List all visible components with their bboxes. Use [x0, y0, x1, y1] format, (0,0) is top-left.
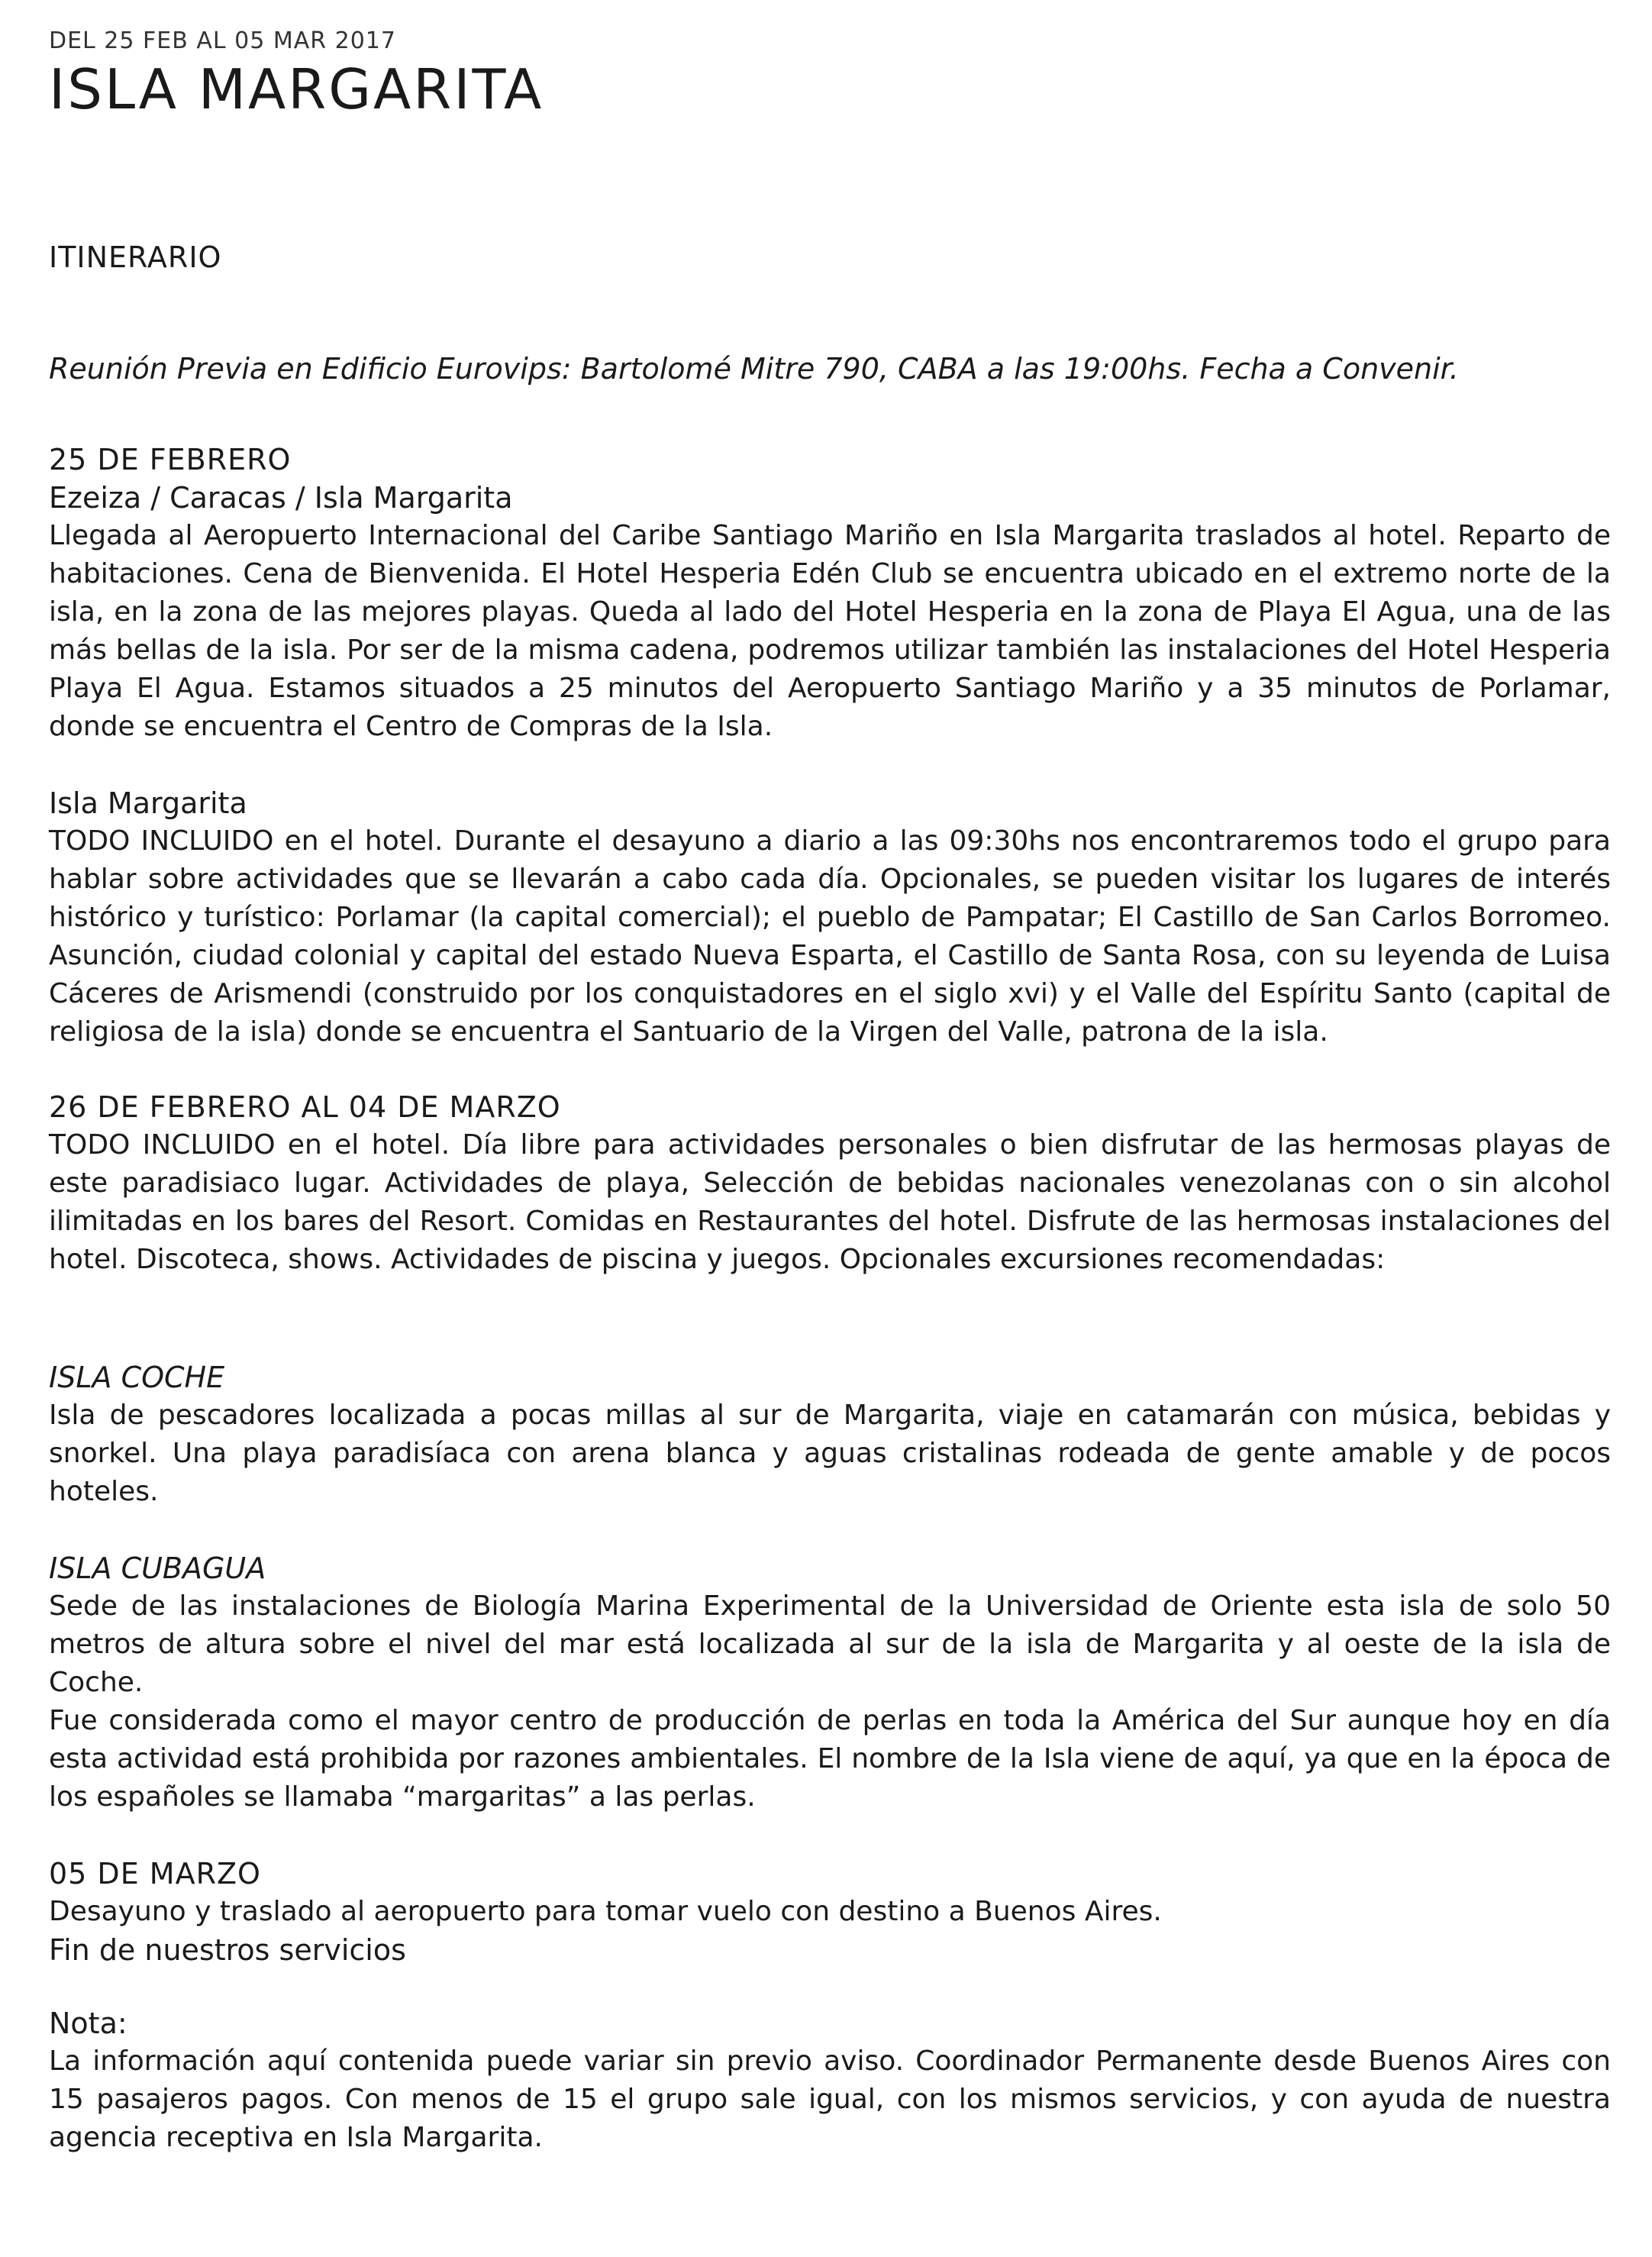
excursion-description: Isla de pescadores localizada a pocas millas al sur de Margarita, viaje en catamarán con música, bebidas y snorkel. Una playa paradisíaca con arena blanca y aguas cristalinas rodeada de gente amable y de pocos hoteles.	[49, 1400, 1611, 1508]
day-route: Ezeiza / Caracas / Isla Margarita	[49, 481, 513, 515]
note-text: La información aquí contenida puede variar sin previo aviso. Coordinador Permanente desde Buenos Aires con 15 pasajeros pagos. Con menos de 15 el grupo sale igual, con los mismos servicios, y con ayuda de nuestra agencia receptiva en Isla Margarita.	[49, 2046, 1611, 2154]
section-description: TODO INCLUIDO en el hotel. Durante el desayuno a diario a las 09:30hs nos encontraremos todo el grupo para hablar sobre actividades que se llevarán a cabo cada día. Opcionales, se pueden visitar los lugares de interés histórico y turístico: Porlamar (la capital comercial); el pueblo de Pampatar; El Castillo de San Carlos Borromeo. Asunción, ciudad colonial y capital del estado Nueva Esparta, el Castillo de Santa Rosa, con su leyenda de Luisa Cáceres de Arismendi (construido por los conquistadores en el siglo xvi) y el Valle del Espíritu Santo (capital de religiosa de la isla) donde se encuentra el Santuario de la Virgen del Valle, patrona de la isla.	[49, 825, 1611, 1048]
day-description: Desayuno y traslado al aeropuerto para tomar vuelo con destino a Buenos Aires.	[49, 1896, 1162, 1928]
itinerary-heading: ITINERARIO	[49, 241, 222, 275]
day-section-feb26-mar04	[49, 1088, 1611, 1279]
excursion-description-2: Fue considerada como el mayor centro de producción de perlas en toda la América del Sur aunque hoy en día esta actividad está prohibida por razones ambientales. El nombre de la Isla viene de aquí, ya que en la época de los españoles se llamaba “margaritas” a las perlas.	[49, 1705, 1611, 1813]
date-range: DEL 25 FEB AL 05 MAR 2017	[49, 27, 396, 54]
document-title: ISLA MARGARITA	[49, 57, 544, 121]
isla-margarita-section	[49, 784, 1611, 1051]
day-date-heading: 25 DE FEBRERO	[49, 443, 292, 477]
day-date-heading: 05 DE MARZO	[49, 1857, 261, 1891]
day-description: Llegada al Aeropuerto Internacional del Caribe Santiago Mariño en Isla Margarita traslados al hotel. Reparto de habitaciones. Cena de Bienvenida. El Hotel Hesperia Edén Club se encuentra ubicado en el extremo norte de la isla, en la zona de las mejores playas. Queda al lado del Hotel Hesperia en la zona de Playa El Agua, una de las más bellas de la isla. Por ser de la misma cadena, podremos utilizar también las instalaciones del Hotel Hesperia Playa El Agua. Estamos situados a 25 minutos del Aeropuerto Santiago Mariño y a 35 minutos de Porlamar, donde se encuentra el Centro de Compras de la Isla.	[49, 520, 1611, 743]
day-section-mar05	[49, 1855, 1611, 1969]
meeting-note: Reunión Previa en Edificio Eurovips: Bartolomé Mitre 790, CABA a las 19:00hs. Fecha a Convenir.	[49, 352, 1459, 386]
excursion-isla-coche	[49, 1358, 1611, 1511]
section-subheading: Isla Margarita	[49, 786, 247, 821]
excursion-title: ISLA COCHE	[49, 1361, 225, 1395]
day-description: TODO INCLUIDO en el hotel. Día libre para actividades personales o bien disfrutar de las hermosas playas de este paradisiaco lugar. Actividades de playa, Selección de bebidas nacionales venezolanas con o sin alcohol ilimitadas en los bares del Resort. Comidas en Restaurantes del hotel. Disfrute de las hermosas instalaciones del hotel. Discoteca, shows. Actividades de piscina y juegos. Opcionales excursiones recomendadas:	[49, 1129, 1611, 1276]
document-page	[49, 27, 1611, 2157]
note-heading: Nota:	[49, 2007, 127, 2041]
excursion-isla-cubagua	[49, 1549, 1611, 1816]
day-section-feb25	[49, 441, 1611, 746]
day-date-heading: 26 DE FEBRERO AL 04 DE MARZO	[49, 1090, 561, 1125]
note-section	[49, 2004, 1611, 2157]
excursion-description: Sede de las instalaciones de Biología Marina Experimental de la Universidad de Oriente esta isla de solo 50 metros de altura sobre el nivel del mar está localizada al sur de la isla de Margarita y al oeste de la isla de Coche.	[49, 1590, 1611, 1699]
end-of-services: Fin de nuestros servicios	[49, 1933, 406, 1968]
excursion-title: ISLA CUBAGUA	[49, 1551, 266, 1586]
